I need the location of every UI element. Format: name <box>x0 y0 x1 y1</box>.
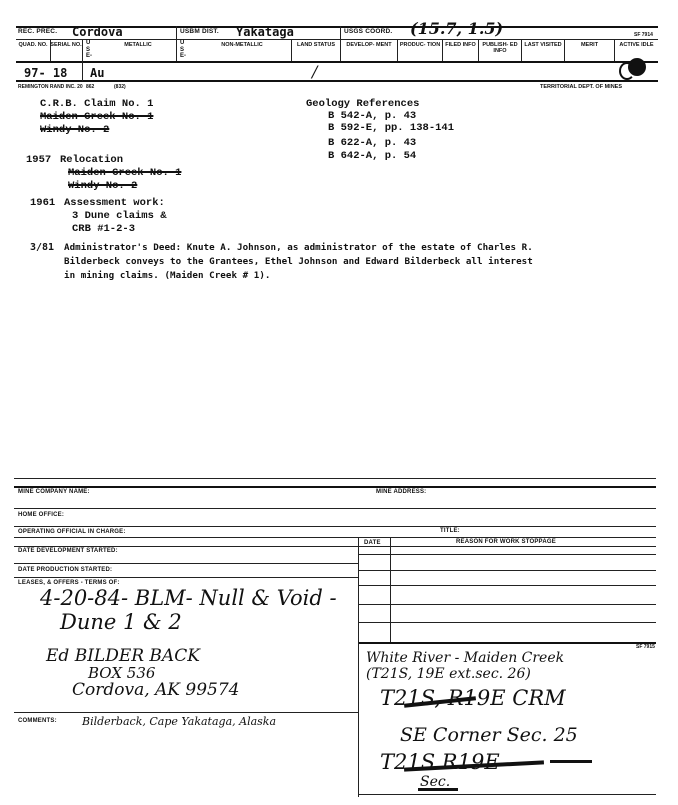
relocation-label: Relocation <box>60 154 124 166</box>
handwriting-strike <box>418 788 458 791</box>
relocation-year: 1957 <box>26 154 52 166</box>
uss-letters-metallic: U S E- <box>86 40 92 59</box>
mine-address-label: MINE ADDRESS: <box>376 489 427 495</box>
leases-label: LEASES, & OFFERS - TERMS OF: <box>18 580 120 586</box>
address-city: Cordova, AK 99574 <box>72 680 240 700</box>
location-line-3: T21S, R19E CRM <box>380 686 566 710</box>
geology-title: Geology References <box>306 98 420 110</box>
quad-no-header: QUAD. NO. <box>18 42 48 48</box>
comments-label: COMMENTS: <box>18 718 57 724</box>
form-number-bottom: SF 7915 <box>636 644 655 650</box>
location-line-6: Sec. <box>420 774 451 790</box>
usbm-dist-value: Yakataga <box>236 25 294 39</box>
circle-stroke <box>619 62 635 80</box>
published-info-header: PUBLISH- ED INFO <box>482 42 518 54</box>
relocation-line-struck: Windy No. 2 <box>68 180 138 192</box>
printer-imprint: REMINGTON RAND INC. 20 <box>18 84 83 90</box>
claim-line-struck: Windy No. 2 <box>40 124 110 136</box>
deed-date: 3/81 <box>30 242 55 253</box>
claim-line: C.R.B. Claim No. 1 <box>40 98 154 110</box>
date-column-label: DATE <box>364 540 381 546</box>
production-header: PRODUC- TION <box>399 42 441 48</box>
serial-value: Au <box>90 66 105 80</box>
reason-stoppage-label: REASON FOR WORK STOPPAGE <box>456 539 556 545</box>
merit-header: MERIT <box>580 42 599 48</box>
handwriting-strike <box>550 760 592 763</box>
home-office-label: HOME OFFICE: <box>18 512 65 518</box>
assessment-line: 3 Dune claims & <box>72 210 167 222</box>
rec-prec-label: REC. PREC. <box>18 28 58 35</box>
mine-company-label: MINE COMPANY NAME: <box>18 489 90 495</box>
form-number-top: SF 7914 <box>634 32 653 38</box>
geology-ref: B 622-A, p. 43 <box>328 137 417 149</box>
lease-line-2: Dune 1 & 2 <box>60 610 182 634</box>
assessment-label: Assessment work: <box>64 197 165 209</box>
location-line-1: White River - Maiden Creek <box>366 650 565 666</box>
non-metallic-header: NON-METALLIC <box>221 42 263 48</box>
assessment-year: 1961 <box>30 197 56 209</box>
deed-line: in mining claims. (Maiden Creek # 1). <box>64 270 271 281</box>
serial-no-header: SERIAL NO. <box>50 42 82 48</box>
date-development-label: DATE DEVELOPMENT STARTED: <box>18 548 118 554</box>
quad-value: 97- 18 <box>24 66 68 80</box>
location-line-2: (T21S, 19E ext.sec. 26) <box>366 666 531 682</box>
relocation-line-struck: Maiden Creek No. 1 <box>68 167 182 179</box>
deed-line: Administrator's Deed: Knute A. Johnson, as administrator of the estate of Charles R. <box>64 242 533 253</box>
printer-code-2: (832) <box>114 84 126 90</box>
lease-line-1: 4-20-84- BLM- Null & Void - <box>40 586 337 610</box>
comments-value: Bilderback, Cape Yakataga, Alaska <box>82 715 277 728</box>
active-idle-header: ACTIVE IDLE <box>619 42 654 48</box>
usgs-coord-label: USGS COORD. <box>344 28 393 35</box>
location-line-4: SE Corner Sec. 25 <box>400 724 578 746</box>
geology-ref: B 542-A, p. 43 <box>328 110 417 122</box>
address-name: Ed BILDER BACK <box>46 646 200 666</box>
rec-prec-value: Cordova <box>72 25 123 39</box>
title-label: TITLE: <box>440 528 460 534</box>
territorial-dept: TERRITORIAL DEPT. OF MINES <box>540 84 622 90</box>
uss-letters-nonmetallic: U S E- <box>180 40 186 59</box>
geology-ref: B 592-E, pp. 138-141 <box>328 122 455 134</box>
assessment-line: CRB #1-2-3 <box>72 223 136 235</box>
address-box: BOX 536 <box>88 664 156 682</box>
development-header: DEVELOP- MENT <box>346 42 392 48</box>
location-line-5: T21S R19E <box>380 750 500 774</box>
last-visited-header: LAST VISITED <box>524 42 562 48</box>
land-status-header: LAND STATUS <box>297 42 335 48</box>
filed-info-header: FILED INFO <box>445 42 476 48</box>
usgs-coord-value: (15.7, 1.5) <box>410 19 504 38</box>
operating-official-label: OPERATING OFFICIAL IN CHARGE: <box>18 529 126 535</box>
deed-line: Bilderbeck conveys to the Grantees, Ethel Johnson and Edward Bilderbeck all interest <box>64 256 533 267</box>
land-status-mark: / <box>312 62 318 81</box>
usbm-dist-label: USBM DIST. <box>180 28 219 35</box>
printer-code-1: 862 <box>86 84 95 90</box>
date-production-label: DATE PRODUCTION STARTED: <box>18 567 113 573</box>
geology-ref: B 642-A, p. 54 <box>328 150 417 162</box>
metallic-header: METALLIC <box>124 42 152 48</box>
claim-line-struck: Maiden Creek No. 1 <box>40 111 154 123</box>
